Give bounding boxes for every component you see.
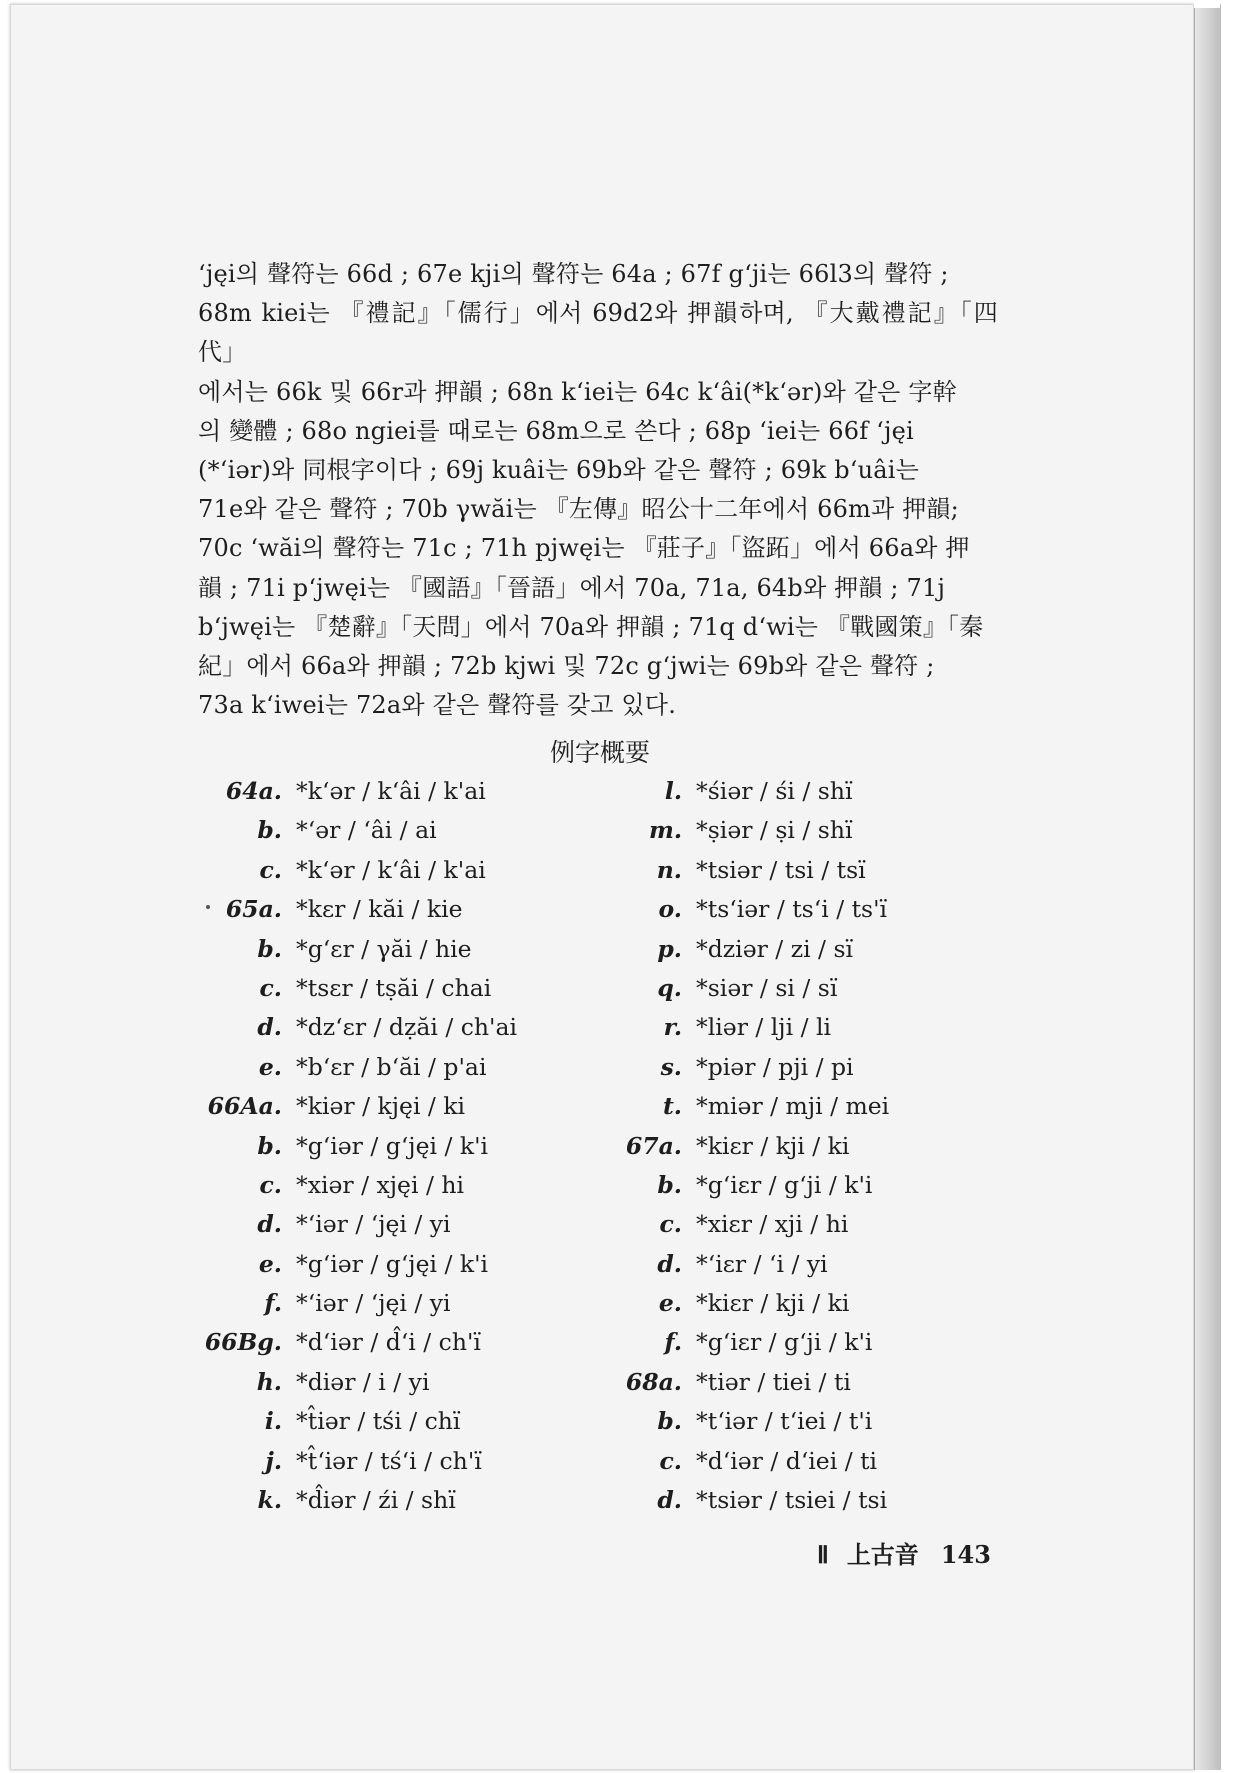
entry-key: d. bbox=[657, 1486, 682, 1515]
entry-reading: *gʻiɛr / gʻji / k'i bbox=[696, 1170, 873, 1199]
entry-row bbox=[190, 1127, 517, 1166]
entry-reading: *ʻiər / ʻjęi / yi bbox=[296, 1289, 451, 1318]
entry-reading: *kiɛr / kji / ki bbox=[696, 1289, 850, 1318]
entry-key: e. bbox=[658, 1289, 682, 1318]
entry-reading: *miər / mji / mei bbox=[696, 1092, 890, 1121]
entry-key: 66Bg. bbox=[204, 1328, 282, 1357]
entry-reading: *ʻər / ʻâi / ai bbox=[296, 816, 437, 845]
entry-key: k. bbox=[257, 1486, 282, 1515]
entry-row bbox=[620, 1166, 889, 1205]
page-edge-top bbox=[1194, 0, 1220, 8]
entry-row bbox=[620, 1323, 889, 1362]
entry-reading: *ʻiər / ʻjęi / yi bbox=[296, 1210, 451, 1239]
entry-reading: *kɛr / kăi / kie bbox=[296, 895, 463, 924]
entry-reading: *gʻɛr / γăi / hie bbox=[296, 934, 472, 963]
entry-reading: *bʻɛr / bʻăi / p'ai bbox=[296, 1052, 487, 1081]
entry-reading: *t̂ʻiər / tśʻi / ch'ï bbox=[296, 1446, 482, 1475]
page-footer bbox=[817, 1535, 991, 1570]
entry-row bbox=[620, 930, 889, 969]
entry-key: b. bbox=[257, 816, 282, 845]
entry-reading: *siər / si / sï bbox=[696, 973, 838, 1002]
entry-key: t. bbox=[662, 1092, 682, 1121]
entry-row bbox=[620, 851, 889, 890]
entry-reading: *tsiər / tsiei / tsi bbox=[696, 1486, 888, 1515]
entry-row bbox=[190, 811, 517, 850]
entry-row bbox=[620, 1245, 889, 1284]
entry-key: j. bbox=[265, 1446, 282, 1475]
entry-row bbox=[620, 811, 889, 850]
page-number: 143 bbox=[940, 1540, 991, 1569]
entry-key: e. bbox=[258, 1052, 282, 1081]
entry-reading: *tiər / tiei / ti bbox=[696, 1367, 851, 1396]
entry-key: d. bbox=[257, 1013, 282, 1042]
entries-left-column bbox=[190, 772, 517, 1520]
entries-right-column bbox=[620, 772, 889, 1520]
entry-reading: *kʻər / kʻâi / k'ai bbox=[296, 777, 486, 805]
entry-key: i. bbox=[264, 1407, 282, 1436]
entry-key: 67a. bbox=[625, 1131, 682, 1160]
entry-reading: *śiər / śi / shï bbox=[696, 777, 853, 805]
entry-row bbox=[190, 1205, 517, 1244]
entry-key: 66Aa. bbox=[207, 1092, 282, 1121]
entry-key: 64a. bbox=[225, 777, 282, 805]
entry-key: f. bbox=[264, 1289, 282, 1318]
entry-key: 65a. bbox=[225, 895, 282, 924]
entry-row bbox=[620, 1048, 889, 1087]
entry-row bbox=[620, 1087, 889, 1126]
entry-row bbox=[190, 890, 517, 929]
entry-key: n. bbox=[656, 855, 682, 884]
entry-key: c. bbox=[259, 855, 282, 884]
entry-key: l. bbox=[664, 777, 682, 805]
section-title: 例字概要 bbox=[549, 738, 650, 767]
entry-key: b. bbox=[257, 1131, 282, 1160]
entry-key: o. bbox=[658, 895, 682, 924]
entry-key: e. bbox=[258, 1249, 282, 1278]
entry-row bbox=[620, 1205, 889, 1244]
entry-key: b. bbox=[657, 1170, 682, 1199]
entry-reading: *dzʻɛr / dẓăi / ch'ai bbox=[296, 1013, 518, 1042]
entry-key: r. bbox=[663, 1013, 682, 1042]
entry-reading: *gʻiər / gʻjęi / k'i bbox=[296, 1249, 489, 1278]
entry-row bbox=[190, 1008, 517, 1047]
entry-reading: *piər / pji / pi bbox=[696, 1052, 854, 1081]
entry-key: q. bbox=[657, 973, 682, 1002]
entry-reading: *dziər / zi / sï bbox=[696, 934, 854, 963]
entry-reading: *ṣiər / ṣi / shï bbox=[696, 816, 853, 845]
entry-row bbox=[620, 1442, 889, 1481]
entry-reading: *dʻiər / d̂ʻi / ch'ï bbox=[296, 1328, 481, 1357]
entry-reading: *tsɛr / tṣăi / chai bbox=[296, 973, 492, 1002]
entry-row bbox=[620, 969, 889, 1008]
entry-reading: *liər / lji / li bbox=[696, 1013, 831, 1042]
entry-reading: *diər / i / yi bbox=[296, 1367, 430, 1396]
entry-key: f. bbox=[664, 1328, 682, 1357]
entry-key: d. bbox=[657, 1249, 682, 1278]
entry-reading: *dʻiər / dʻiei / ti bbox=[696, 1446, 878, 1475]
entry-row bbox=[190, 930, 517, 969]
entry-reading: *tʻiər / tʻiei / t'i bbox=[696, 1407, 873, 1436]
entry-row bbox=[620, 1127, 889, 1166]
entry-row bbox=[190, 1442, 517, 1481]
entry-row bbox=[190, 1048, 517, 1087]
entry-key: c. bbox=[259, 973, 282, 1002]
entry-reading: *t̂iər / tśi / chï bbox=[296, 1407, 461, 1436]
footer-part: Ⅱ bbox=[817, 1543, 829, 1569]
entry-key: 68a. bbox=[625, 1367, 682, 1396]
entry-row bbox=[190, 1166, 517, 1205]
entry-key: c. bbox=[259, 1170, 282, 1199]
entry-row bbox=[190, 1323, 517, 1362]
page-edge bbox=[1194, 4, 1221, 1770]
entry-row bbox=[190, 969, 517, 1008]
entry-key: c. bbox=[659, 1446, 682, 1475]
entry-key: b. bbox=[257, 934, 282, 963]
entry-row bbox=[190, 1284, 517, 1323]
entry-reading: *d̂iər / źi / shï bbox=[296, 1486, 456, 1515]
entry-reading: *gʻiər / gʻjęi / k'i bbox=[296, 1131, 489, 1160]
entry-row bbox=[190, 1481, 517, 1520]
entry-row bbox=[620, 772, 889, 811]
entry-reading: *kiɛr / kji / ki bbox=[696, 1131, 850, 1160]
entry-reading: *kiər / kjęi / ki bbox=[296, 1092, 466, 1121]
entry-row bbox=[620, 1402, 889, 1441]
body-paragraph: ʻjęi의 聲符는 66d ; 67e kji의 聲符는 64a ; 67f gʻji는 66l3의 聲符 ; 68m kiei는 『禮記』「儒行」에서 69d2와 押韻하며, 『大戴禮記』「四代」 에서는 66k 및 66r과 押韻 ; 68n kʻiei는 64c kʻâi(*kʻər)와 같은 字幹 의 變體 ; 68o ngiei를 때로는 68m으로 쓴다 ; 68p ʻiei는 66f ʻjęi (*ʻiər)와 同根字이다 ; 69j kuâi는 69b와 같은 聲符 ; 69k bʻuâi는 71e와 같은 聲符 ; 70b γwăi는 『左傳』昭公十二年에서 66m과 押韻; 70c ʻwăi의 聲符는 71c ; 71h pjwęi는 『莊子』「盜跖」에서 66a와 押 韻 ; 71i pʻjwęi는 『國語』「晉語」에서 70a, 71a, 64b와 押韻 ; 71j bʻjwęi는 『楚辭』「天問」에서 70a와 押韻 ; 71q dʻwi는 『戰國策』「秦 紀」에서 66a와 押韻 ; 72b kjwi 및 72c gʻjwi는 69b와 같은 聲符 ; 73a kʻiwei는 72a와 같은 聲符를 갖고 있다. bbox=[198, 260, 998, 720]
entry-row bbox=[620, 1008, 889, 1047]
entry-row bbox=[190, 1363, 517, 1402]
entry-key: b. bbox=[657, 1407, 682, 1436]
entry-key: c. bbox=[659, 1210, 682, 1239]
entry-row bbox=[620, 1284, 889, 1323]
entry-row bbox=[620, 1363, 889, 1402]
entry-key: p. bbox=[657, 934, 682, 963]
entry-key: s. bbox=[660, 1052, 682, 1081]
entry-row bbox=[620, 890, 889, 929]
entry-reading: *xiər / xjęi / hi bbox=[296, 1170, 464, 1199]
entry-reading: *tsiər / tsi / tsï bbox=[696, 855, 866, 884]
entry-reading: *tsʻiər / tsʻi / ts'ï bbox=[696, 895, 888, 924]
entry-row bbox=[190, 1245, 517, 1284]
entry-key: d. bbox=[257, 1210, 282, 1239]
entry-row bbox=[190, 1402, 517, 1441]
entry-row bbox=[190, 1087, 517, 1126]
entry-row bbox=[190, 772, 517, 811]
entry-reading: *gʻiɛr / gʻji / k'i bbox=[696, 1328, 873, 1357]
entry-row bbox=[190, 851, 517, 890]
entry-reading: *ʻiɛr / ʻi / yi bbox=[696, 1249, 828, 1278]
entry-reading: *xiɛr / xji / hi bbox=[696, 1210, 849, 1239]
entry-row bbox=[620, 1481, 889, 1520]
entry-reading: *kʻər / kʻâi / k'ai bbox=[296, 855, 486, 884]
entry-key: m. bbox=[648, 816, 682, 845]
footer-title: 上古音 bbox=[846, 1540, 919, 1569]
entry-key: h. bbox=[256, 1367, 282, 1396]
